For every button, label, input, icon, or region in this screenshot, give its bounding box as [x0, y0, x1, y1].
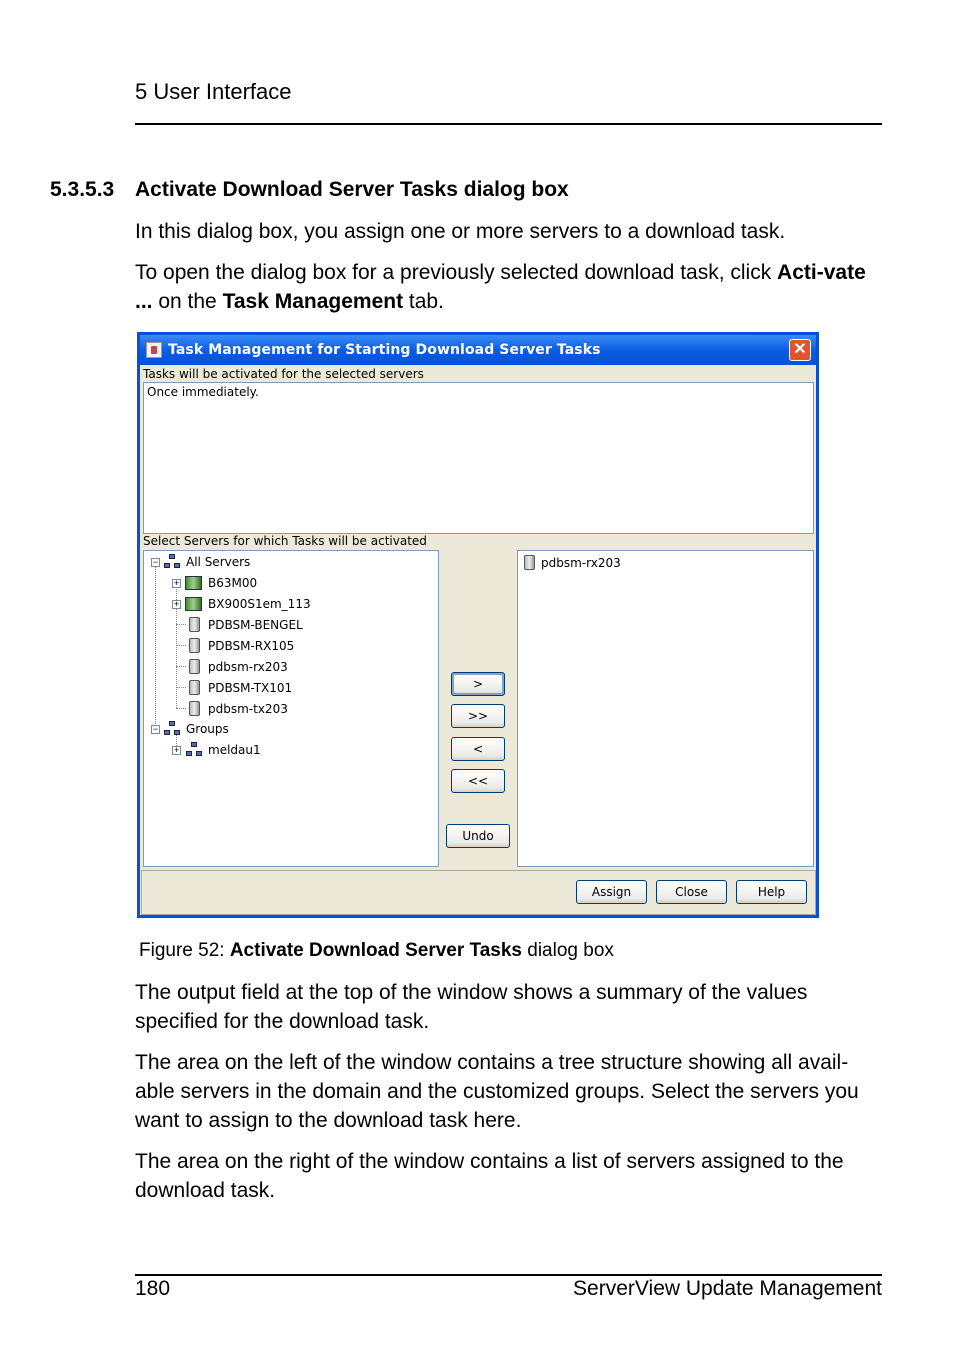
body-paragraph-3: The area on the right of the window contains a list of servers assigned to the download task. — [135, 1150, 844, 1202]
server-icon — [189, 701, 200, 716]
p2-bold-activate: Acti-vate ... — [135, 261, 866, 313]
activation-output-text: Once immediately. — [147, 385, 259, 399]
tree-item-pdbsm-rx105[interactable]: PDBSM-RX105 — [208, 639, 295, 653]
group-icon — [164, 554, 180, 569]
server-icon — [189, 680, 200, 695]
assigned-item-pdbsm-rx203[interactable]: pdbsm-rx203 — [541, 556, 621, 570]
server-icon — [189, 659, 200, 674]
body-paragraph-1: The output field at the top of the window shows a summary of the values specified for the download task. — [135, 981, 808, 1033]
footer-rule — [135, 1274, 882, 1276]
tree-item-pdbsm-rx203[interactable]: pdbsm-rx203 — [208, 660, 288, 674]
rack-icon — [185, 597, 202, 611]
close-button[interactable]: Close — [656, 880, 727, 904]
undo-button[interactable]: Undo — [446, 824, 510, 848]
document-name: ServerView Update Management — [573, 1277, 882, 1300]
section-number: 5.3.5.3 — [50, 178, 115, 201]
running-head: 5 User Interface — [135, 79, 292, 104]
p2-text-c: on the — [152, 290, 223, 313]
tree-item-groups[interactable]: Groups — [186, 722, 229, 736]
figure-caption-prefix: Figure 52: — [139, 940, 230, 961]
assign-button[interactable]: Assign — [576, 880, 647, 904]
figure-caption-suffix: dialog box — [521, 940, 614, 961]
server-icon — [524, 555, 535, 570]
dialog-client — [140, 365, 816, 915]
activation-label: Tasks will be activated for the selected servers — [143, 367, 424, 381]
collapse-icon[interactable]: − — [152, 724, 159, 734]
remove-all-button[interactable]: << — [451, 769, 505, 793]
tree-item-pdbsm-bengel[interactable]: PDBSM-BENGEL — [208, 618, 303, 632]
expand-icon[interactable]: + — [173, 578, 180, 588]
tree-item-all-servers[interactable]: All Servers — [186, 555, 251, 569]
server-icon — [189, 638, 200, 653]
intro-paragraph-1: In this dialog box, you assign one or more servers to a download task. — [135, 220, 786, 243]
expand-icon[interactable]: + — [173, 745, 180, 755]
tree-item-pdbsm-tx203[interactable]: pdbsm-tx203 — [208, 702, 288, 716]
activation-output — [143, 382, 814, 534]
tree-item-b63m00[interactable]: B63M00 — [208, 576, 258, 590]
page-number: 180 — [135, 1277, 171, 1300]
add-all-button[interactable]: >> — [451, 704, 505, 728]
figure-caption-bold: Activate Download Server Tasks — [229, 940, 522, 961]
dialog-window — [137, 332, 819, 918]
group-icon — [186, 742, 202, 757]
p2-text-a: To open the dialog box for a previously selected download task, click — [135, 261, 778, 284]
rack-icon — [185, 576, 202, 590]
p2-bold-task-management: Task Management — [222, 290, 404, 313]
help-button[interactable]: Help — [736, 880, 807, 904]
expand-icon[interactable]: + — [173, 599, 180, 609]
dialog-titlebar[interactable] — [140, 335, 816, 365]
intro-paragraph-2 — [135, 258, 882, 316]
collapse-icon[interactable]: − — [152, 557, 159, 567]
section-title: Activate Download Server Tasks dialog box — [135, 178, 569, 201]
java-icon — [146, 342, 162, 358]
body-paragraph-2: The area on the left of the window contains a tree structure showing all avail-able servers in the domain and the customized groups. Select the servers you want to assign to the download task here. — [135, 1051, 859, 1132]
server-tree[interactable] — [143, 550, 439, 867]
p2-text-e: tab. — [403, 290, 444, 313]
header-rule — [135, 123, 882, 125]
tree-item-meldau1[interactable]: meldau1 — [208, 743, 261, 757]
assigned-servers-list[interactable] — [517, 550, 814, 867]
tree-item-bx900s1em-113[interactable]: BX900S1em_113 — [208, 597, 311, 611]
group-icon — [164, 721, 180, 736]
close-icon[interactable]: ✕ — [789, 339, 811, 361]
tree-item-pdbsm-tx101[interactable]: PDBSM-TX101 — [208, 681, 293, 695]
select-servers-label: Select Servers for which Tasks will be activated — [143, 534, 427, 548]
remove-button[interactable]: < — [451, 737, 505, 761]
figure-caption — [139, 940, 614, 962]
add-button[interactable]: > — [451, 672, 505, 696]
server-icon — [189, 617, 200, 632]
dialog-title: Task Management for Starting Download Server Tasks — [168, 342, 601, 358]
